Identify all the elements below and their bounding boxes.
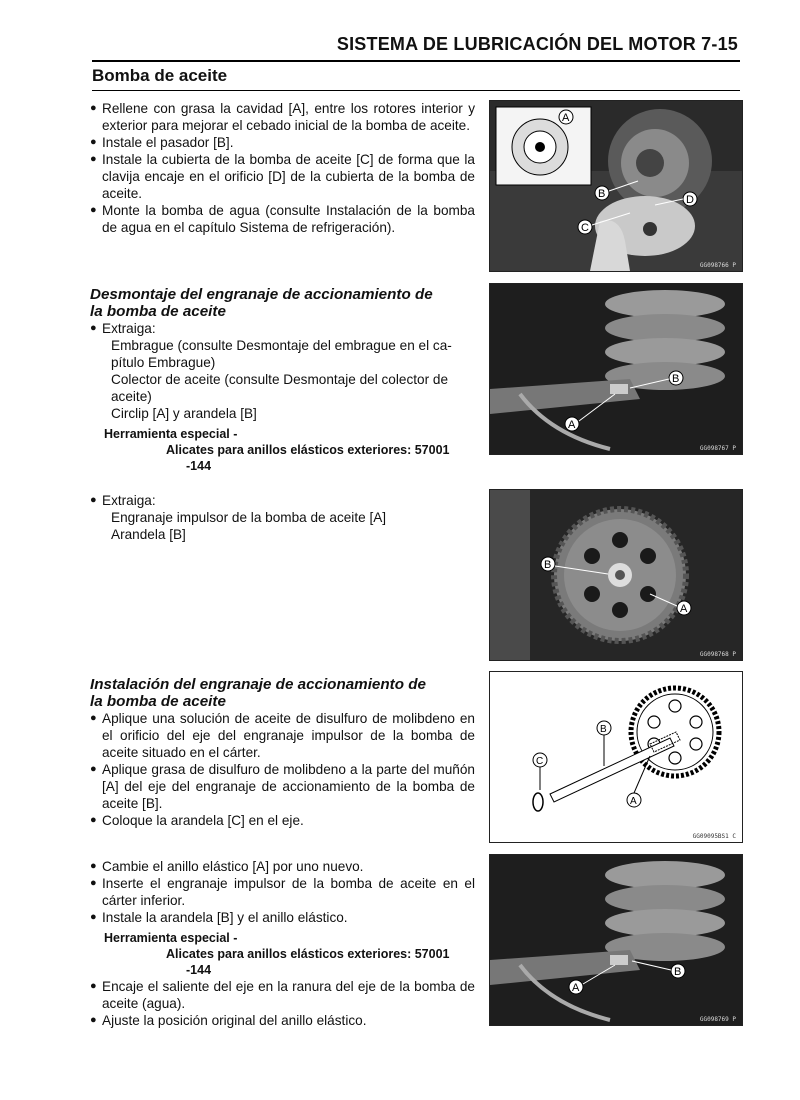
sub-item: Circlip [A] y arandela [B]	[111, 406, 257, 421]
tool-value: Alicates para anillos elásticos exteriores: 57001	[166, 443, 450, 457]
figure-code: GG098767 P	[699, 445, 736, 452]
figure-oil-pump-cover	[489, 100, 743, 272]
figure-code: GG09095BS1 C	[692, 833, 736, 840]
label-b: B	[598, 188, 606, 200]
list-item: ● Rellene con grasa la cavidad [A], entre los rotores interior y exterior para mejorar el cebado inicial de la bomba de aceite.	[90, 101, 475, 133]
page-header: SISTEMA DE LUBRICACIÓN DEL MOTOR 7-15	[336, 34, 738, 54]
figure-circlip-washer	[489, 283, 743, 455]
label-b: B	[600, 724, 607, 735]
tool-heading: Herramienta especial -	[104, 931, 238, 945]
list-item: ● Cambie el anillo elástico [A] por uno nuevo.	[90, 859, 364, 874]
list-item: ● Encaje el saliente del eje en la ranura del eje de la bomba de aceite (agua).	[90, 979, 475, 1011]
install-section-2	[90, 858, 475, 1029]
list-item: ● Instale la arandela [B] y el anillo elástico.	[90, 910, 348, 925]
install-heading: Instalación del engranaje de accionamiento de la bomba de aceite	[90, 676, 426, 710]
photo-oil-pump	[490, 101, 742, 271]
removal-section-2	[90, 492, 475, 543]
figure-code: GG098766 P	[699, 262, 736, 269]
photo-circlip-install	[490, 855, 742, 1025]
label-c: C	[581, 222, 589, 234]
label-b: B	[672, 373, 680, 385]
label-b: B	[674, 966, 682, 978]
sub-item: pítulo Embrague)	[111, 355, 216, 370]
label-a: A	[680, 603, 688, 615]
list-item: ● Inserte el engranaje impulsor de la bomba de aceite en el cárter inferior.	[90, 876, 475, 908]
list-item: ● Instale el pasador [B].	[90, 135, 234, 150]
label-d: D	[686, 194, 694, 206]
label-c: C	[536, 756, 544, 767]
install-section	[90, 676, 475, 829]
figure-circlip-install	[489, 854, 743, 1026]
label-a: A	[562, 112, 570, 124]
figure-code: GG098768 P	[699, 651, 736, 658]
list-item: ● Aplique grasa de disulfuro de molibdeno a la parte del muñón [A] del eje del engranaje de accionamiento de la bomba de aceite [B].	[90, 762, 475, 811]
list-item: ● Extraiga:	[90, 321, 156, 336]
tool-value: Alicates para anillos elásticos exteriores: 57001	[166, 947, 450, 961]
list-item: ● Extraiga:	[90, 493, 156, 508]
tool-value-cont: -144	[186, 459, 212, 473]
label-a: A	[572, 982, 580, 994]
list-item: ● Ajuste la posición original del anillo elástico.	[90, 1013, 367, 1028]
sub-item: Arandela [B]	[111, 527, 186, 542]
section-title: Bomba de aceite	[92, 66, 228, 85]
label-a: A	[568, 419, 576, 431]
list-item: ● Instale la cubierta de la bomba de aceite [C] de forma que la clavija encaje en el orificio [D] de la cubierta de la bomba de aceite.	[90, 152, 475, 201]
list-item: ● Aplique una solución de aceite de disulfuro de molibdeno en el orificio del eje del engranaje impulsor de la bomba de aceite situado en el cárter.	[90, 711, 475, 760]
label-a: A	[630, 796, 637, 807]
removal-heading: Desmontaje del engranaje de accionamiento de la bomba de aceite	[90, 286, 433, 320]
figure-drive-gear	[489, 489, 743, 661]
photo-circlip	[490, 284, 742, 454]
list-item: ● Monte la bomba de agua (consulte Instalación de la bomba de agua en el capítulo Sistema de refrigeración).	[90, 203, 475, 235]
sub-item: Embrague (consulte Desmontaje del embrague en el ca-	[111, 338, 452, 353]
figure-code: GG098769 P	[699, 1016, 736, 1023]
sub-item: Engranaje impulsor de la bomba de aceite [A]	[111, 510, 387, 525]
figure-gear-shaft-drawing	[489, 671, 743, 843]
photo-drive-gear	[490, 490, 742, 660]
tool-value-cont: -144	[186, 963, 212, 977]
install-pump-steps	[90, 100, 475, 236]
sub-item: aceite)	[111, 389, 152, 404]
drawing-gear-shaft	[490, 672, 742, 842]
sub-item: Colector de aceite (consulte Desmontaje del colector de	[111, 372, 449, 387]
label-b: B	[544, 559, 552, 571]
tool-heading: Herramienta especial -	[104, 427, 238, 441]
list-item: ● Coloque la arandela [C] en el eje.	[90, 813, 304, 828]
section-title-bar	[92, 60, 740, 91]
removal-section	[90, 286, 475, 474]
